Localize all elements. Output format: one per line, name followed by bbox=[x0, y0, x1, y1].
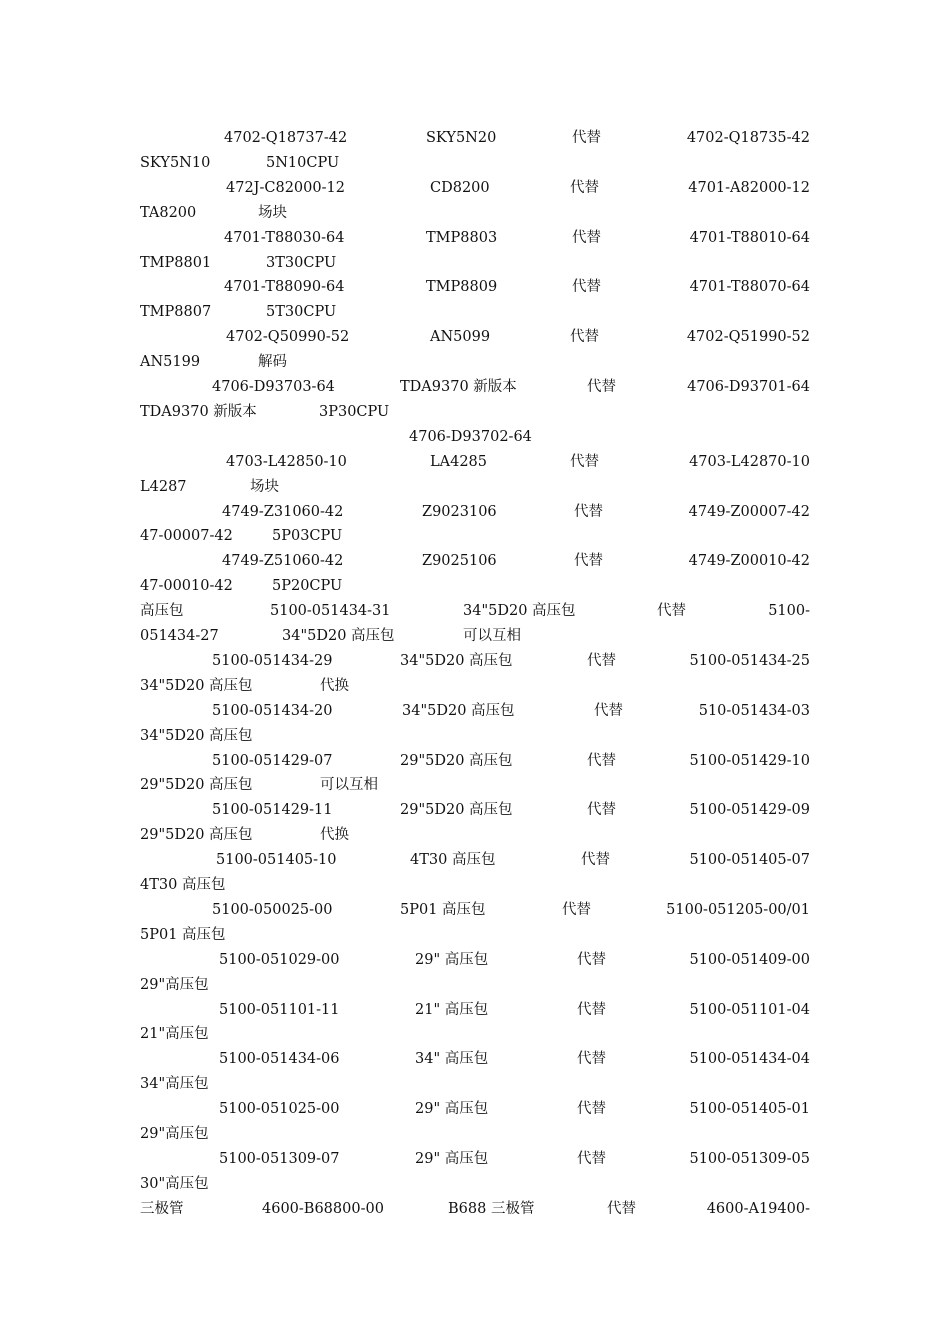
line-cell: TDA9370 新版本 bbox=[140, 403, 257, 420]
line-cell: 5N10CPU bbox=[266, 154, 340, 171]
line-cell: 5100-051309-05 bbox=[689, 1150, 810, 1167]
text-line bbox=[0, 674, 950, 699]
line-cell: 5100- bbox=[768, 603, 810, 620]
text-line bbox=[0, 176, 950, 201]
line-cell: 代替 bbox=[570, 329, 599, 346]
line-cell: 4706-D93702-64 bbox=[409, 428, 532, 445]
text-line bbox=[0, 823, 950, 848]
line-cell: 4702-Q18737-42 bbox=[224, 130, 348, 146]
line-cell: 代替 bbox=[577, 1150, 606, 1167]
text-line bbox=[0, 1122, 950, 1147]
line-cell: 34"5D20 高压包 bbox=[463, 603, 576, 620]
text-line bbox=[0, 325, 950, 350]
text-line bbox=[0, 201, 950, 226]
line-cell: 4701-T88010-64 bbox=[689, 229, 810, 246]
line-cell: 4702-Q50990-52 bbox=[226, 329, 350, 346]
line-cell: TDA9370 新版本 bbox=[400, 379, 517, 395]
line-cell: 34"5D20 高压包 bbox=[140, 677, 253, 694]
line-cell: 21" 高压包 bbox=[415, 1001, 489, 1018]
line-cell: 5100-051434-29 bbox=[212, 652, 333, 669]
line-cell: 4703-L42870-10 bbox=[689, 453, 810, 470]
line-cell: 代替 bbox=[570, 453, 599, 470]
line-cell: 34"5D20 高压包 bbox=[400, 652, 513, 669]
text-line bbox=[0, 300, 950, 325]
line-cell: 4701-T88070-64 bbox=[689, 279, 810, 296]
line-cell: 34" 高压包 bbox=[415, 1051, 489, 1068]
line-cell: 4749-Z00007-42 bbox=[688, 503, 810, 520]
text-line bbox=[0, 475, 950, 500]
line-cell: 29"5D20 高压包 bbox=[140, 827, 253, 844]
text-line bbox=[0, 973, 950, 998]
line-cell: 代替 bbox=[577, 1001, 606, 1018]
line-cell: 4703-L42850-10 bbox=[226, 453, 347, 470]
line-cell: SKY5N10 bbox=[140, 154, 211, 171]
line-cell: 4600-B68800-00 bbox=[262, 1200, 384, 1217]
text-line bbox=[0, 275, 950, 300]
line-cell: TMP8801 bbox=[140, 254, 212, 271]
line-cell: 5100-051205-00/01 bbox=[666, 901, 810, 918]
line-cell: 47-00010-42 bbox=[140, 578, 233, 595]
line-cell: 5100-051409-00 bbox=[689, 951, 810, 968]
line-cell: 4T30 高压包 bbox=[410, 852, 496, 869]
line-cell: 可以互相 bbox=[320, 777, 378, 794]
text-line bbox=[0, 948, 950, 973]
line-cell: 5P01 高压包 bbox=[140, 926, 226, 943]
line-cell: TMP8809 bbox=[426, 279, 498, 296]
line-cell: 051434-27 bbox=[140, 628, 219, 644]
line-cell: 代替 bbox=[607, 1200, 636, 1217]
line-cell: 代替 bbox=[587, 752, 616, 769]
line-cell: 代替 bbox=[572, 229, 601, 246]
line-cell: 代替 bbox=[587, 652, 616, 669]
line-cell: 5P20CPU bbox=[272, 578, 343, 595]
line-cell: 代换 bbox=[320, 677, 349, 694]
text-line bbox=[0, 724, 950, 749]
line-cell: 场块 bbox=[250, 478, 279, 495]
line-cell: 5T30CPU bbox=[266, 304, 337, 321]
text-line bbox=[0, 998, 950, 1023]
line-cell: 5100-051405-01 bbox=[689, 1101, 810, 1118]
line-cell: 5100-051025-00 bbox=[219, 1101, 340, 1118]
line-cell: 代替 bbox=[581, 852, 610, 869]
text-line bbox=[0, 251, 950, 276]
line-cell: 47-00007-42 bbox=[140, 528, 233, 545]
line-cell: 代换 bbox=[320, 827, 349, 844]
text-line bbox=[0, 400, 950, 425]
line-cell: 34"5D20 高压包 bbox=[140, 727, 253, 744]
line-cell: 34"5D20 高压包 bbox=[402, 702, 515, 719]
line-cell: 场块 bbox=[258, 204, 287, 221]
line-cell: 代替 bbox=[570, 179, 599, 196]
line-cell: B688 三极管 bbox=[448, 1200, 535, 1217]
line-cell: 29"高压包 bbox=[140, 976, 209, 993]
line-cell: 4701-T88030-64 bbox=[224, 229, 345, 246]
text-line bbox=[0, 699, 950, 724]
line-cell: TA8200 bbox=[140, 204, 197, 221]
line-cell: 4702-Q18735-42 bbox=[686, 130, 810, 146]
line-cell: 30"高压包 bbox=[140, 1175, 209, 1192]
line-cell: 4T30 高压包 bbox=[140, 877, 226, 893]
line-cell: SKY5N20 bbox=[426, 130, 497, 146]
line-cell: 代替 bbox=[574, 553, 603, 570]
line-cell: 代替 bbox=[562, 901, 591, 918]
line-cell: 代替 bbox=[587, 802, 616, 819]
line-cell: 代替 bbox=[577, 1051, 606, 1068]
text-line bbox=[0, 1072, 950, 1097]
line-cell: 34"高压包 bbox=[140, 1076, 209, 1093]
text-line bbox=[0, 350, 950, 375]
line-cell: 510-051434-03 bbox=[698, 702, 810, 719]
line-cell: 29"5D20 高压包 bbox=[400, 802, 513, 819]
text-line bbox=[0, 450, 950, 475]
text-line bbox=[0, 1022, 950, 1047]
line-cell: 4749-Z00010-42 bbox=[688, 553, 810, 570]
line-cell: 29"5D20 高压包 bbox=[140, 777, 253, 794]
text-line bbox=[0, 599, 950, 624]
line-cell: 代替 bbox=[577, 1101, 606, 1118]
line-cell: Z9025106 bbox=[422, 553, 497, 570]
line-cell: 可以互相 bbox=[463, 628, 521, 644]
text-line bbox=[0, 1197, 950, 1222]
text-line bbox=[0, 549, 950, 574]
line-cell: TMP8807 bbox=[140, 304, 212, 321]
text-line bbox=[0, 773, 950, 798]
line-cell: 5P01 高压包 bbox=[400, 901, 486, 918]
line-cell: Z9023106 bbox=[422, 503, 497, 520]
line-cell: 4749-Z51060-42 bbox=[222, 553, 344, 570]
line-cell: 4706-D93703-64 bbox=[212, 379, 335, 395]
line-cell: 5100-051405-07 bbox=[689, 852, 810, 869]
text-line bbox=[0, 649, 950, 674]
line-cell: 5100-051434-31 bbox=[270, 603, 391, 620]
text-line bbox=[0, 375, 950, 400]
line-cell: TMP8803 bbox=[426, 229, 498, 246]
line-cell: 4749-Z31060-42 bbox=[222, 503, 344, 520]
line-cell: 三极管 bbox=[140, 1200, 184, 1217]
line-cell: 5100-051434-25 bbox=[689, 652, 810, 669]
line-cell: AN5199 bbox=[140, 354, 201, 371]
text-line bbox=[0, 1047, 950, 1072]
line-cell: LA4285 bbox=[430, 453, 488, 470]
text-line bbox=[0, 1097, 950, 1122]
line-cell: 4701-A82000-12 bbox=[688, 179, 810, 196]
text-line bbox=[0, 898, 950, 923]
line-cell: 5P03CPU bbox=[272, 528, 343, 545]
line-cell: 34"5D20 高压包 bbox=[282, 628, 395, 644]
text-line bbox=[0, 126, 950, 151]
line-cell: 29"高压包 bbox=[140, 1126, 209, 1142]
line-cell: 5100-051434-20 bbox=[212, 702, 333, 719]
line-cell: 21"高压包 bbox=[140, 1026, 209, 1043]
line-cell: 代替 bbox=[657, 603, 686, 620]
line-cell: 代替 bbox=[574, 503, 603, 520]
text-line bbox=[0, 226, 950, 251]
text-line bbox=[0, 798, 950, 823]
line-cell: 4706-D93701-64 bbox=[687, 379, 810, 395]
line-cell: 代替 bbox=[594, 702, 623, 719]
line-cell: 5100-051434-04 bbox=[689, 1051, 810, 1068]
line-cell: 5100-051429-10 bbox=[689, 752, 810, 769]
line-cell: CD8200 bbox=[430, 179, 490, 196]
line-cell: 29" 高压包 bbox=[415, 1150, 489, 1167]
line-cell: 29" 高压包 bbox=[415, 1101, 489, 1118]
line-cell: 5100-051429-11 bbox=[212, 802, 333, 819]
text-line bbox=[0, 425, 950, 450]
line-cell: 4600-A19400- bbox=[706, 1200, 810, 1217]
line-cell: 代替 bbox=[572, 279, 601, 296]
text-line bbox=[0, 151, 950, 176]
text-line bbox=[0, 749, 950, 774]
text-line bbox=[0, 574, 950, 599]
text-line bbox=[0, 1172, 950, 1197]
line-cell: L4287 bbox=[140, 478, 187, 495]
line-cell: 5100-051309-07 bbox=[219, 1150, 340, 1167]
line-cell: 代替 bbox=[572, 130, 601, 146]
line-cell: 29" 高压包 bbox=[415, 951, 489, 968]
line-cell: 代替 bbox=[577, 951, 606, 968]
text-line bbox=[0, 873, 950, 898]
line-cell: 5100-051434-06 bbox=[219, 1051, 340, 1068]
line-cell: 高压包 bbox=[140, 603, 184, 620]
line-cell: 4702-Q51990-52 bbox=[686, 329, 810, 346]
line-cell: 4701-T88090-64 bbox=[224, 279, 345, 296]
line-cell: 5100-051405-10 bbox=[216, 852, 337, 869]
line-cell: 5100-050025-00 bbox=[212, 901, 333, 918]
text-line bbox=[0, 524, 950, 549]
text-line bbox=[0, 500, 950, 525]
line-cell: 5100-051101-11 bbox=[219, 1001, 340, 1018]
line-cell: 5100-051429-09 bbox=[689, 802, 810, 819]
text-line bbox=[0, 624, 950, 649]
text-line bbox=[0, 848, 950, 873]
text-line bbox=[0, 923, 950, 948]
line-cell: 3T30CPU bbox=[266, 254, 337, 271]
line-cell: 3P30CPU bbox=[319, 403, 390, 420]
line-cell: 解码 bbox=[258, 354, 287, 371]
text-line bbox=[0, 1147, 950, 1172]
line-cell: 代替 bbox=[587, 379, 616, 395]
line-cell: 5100-051029-00 bbox=[219, 951, 340, 968]
line-cell: 29"5D20 高压包 bbox=[400, 752, 513, 769]
line-cell: AN5099 bbox=[430, 329, 491, 346]
line-cell: 472J-C82000-12 bbox=[226, 179, 345, 196]
line-cell: 5100-051429-07 bbox=[212, 752, 333, 769]
line-cell: 5100-051101-04 bbox=[689, 1001, 810, 1018]
